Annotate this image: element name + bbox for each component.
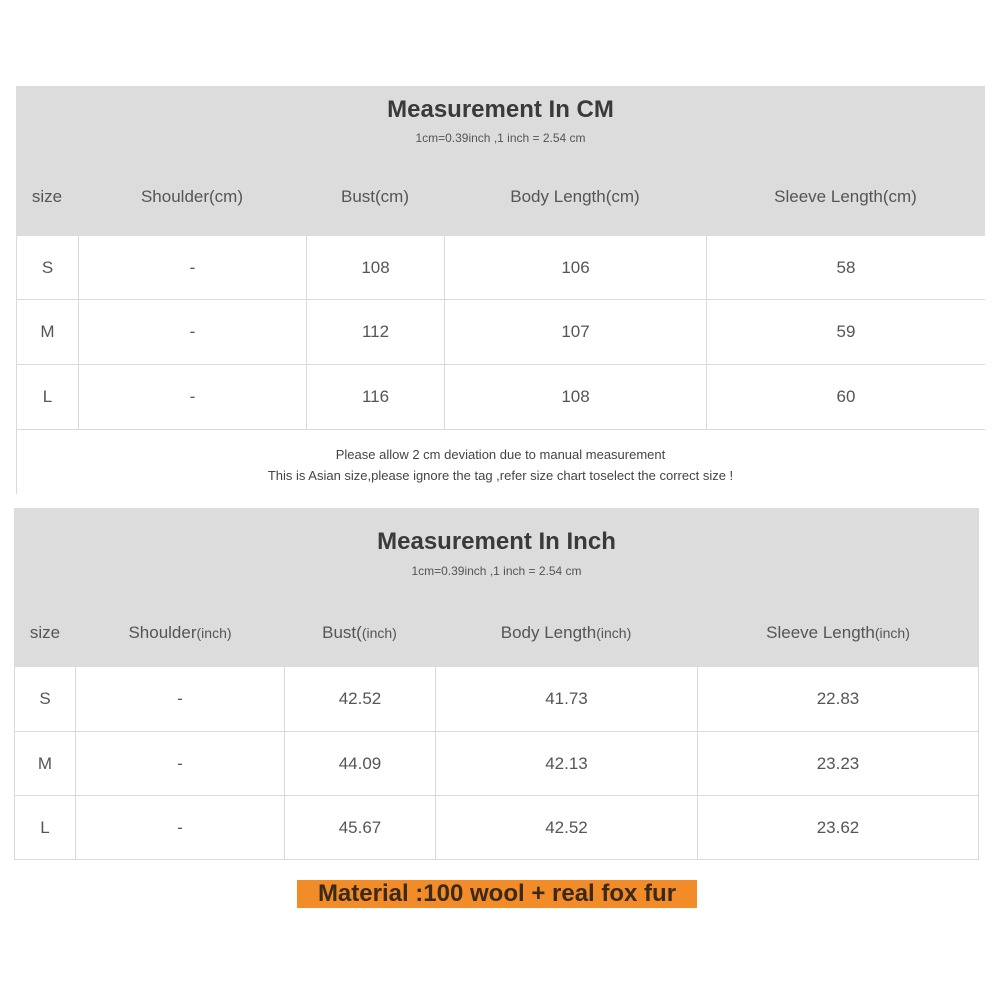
inch-header-shoulder <box>76 618 284 648</box>
inch-header-size-label: size <box>29 623 61 642</box>
table-cell: M <box>16 300 79 365</box>
deviation-note: Please allow 2 cm deviation due to manual measurement <box>335 447 666 462</box>
table-cell: 112 <box>307 300 445 365</box>
cm-table <box>16 86 985 494</box>
table-cell: - <box>76 796 285 860</box>
cm-table-header <box>16 86 985 236</box>
inch-table-subtitle: 1cm=0.39inch ,1 inch = 2.54 cm <box>411 564 582 578</box>
table-cell: 108 <box>307 236 445 300</box>
inch-header-shoulder-label: Shoulder <box>128 623 197 642</box>
asian-size-note: This is Asian size,please ignore the tag ,refer size chart toselect the correct size ! <box>267 468 734 483</box>
table-cell: 59 <box>707 300 985 365</box>
table-cell: L <box>14 796 76 860</box>
table-cell: 23.23 <box>698 732 979 796</box>
table-cell: 108 <box>445 365 707 430</box>
table-cell: - <box>79 300 307 365</box>
inch-header-body-length-unit: (inch) <box>596 625 632 641</box>
cm-header-shoulder: Shoulder(cm) <box>140 187 244 206</box>
table-cell: 116 <box>307 365 445 430</box>
table-cell: 41.73 <box>436 667 698 732</box>
inch-header-bust-unit: (inch) <box>361 625 397 641</box>
table-cell: 42.13 <box>436 732 698 796</box>
note-left-border <box>16 430 17 494</box>
table-cell: 58 <box>707 236 985 300</box>
table-cell: L <box>16 365 79 430</box>
inch-header-body-length <box>435 618 697 648</box>
table-cell: 42.52 <box>285 667 436 732</box>
inch-header-bust-label: Bust( <box>322 623 362 642</box>
cm-header-size: size <box>31 187 63 206</box>
inch-header-body-length-label: Body Length <box>500 623 597 642</box>
inch-header-size <box>14 618 76 648</box>
table-cell: - <box>76 667 285 732</box>
cm-table-subtitle: 1cm=0.39inch ,1 inch = 2.54 cm <box>415 131 586 145</box>
inch-header-sleeve-length <box>697 618 979 648</box>
table-cell: S <box>16 236 79 300</box>
table-cell: 106 <box>445 236 707 300</box>
cm-header-body-length: Body Length(cm) <box>510 187 640 206</box>
inch-header-shoulder-unit: (inch) <box>196 625 232 641</box>
inch-table-header <box>14 508 979 667</box>
inch-table-title: Measurement In Inch <box>377 528 616 555</box>
table-cell: 45.67 <box>285 796 436 860</box>
inch-header-sleeve-length-label: Sleeve Length <box>766 623 875 642</box>
inch-header-bust <box>284 618 435 648</box>
table-cell: - <box>79 365 307 430</box>
table-cell: S <box>14 667 76 732</box>
table-cell: 60 <box>707 365 985 430</box>
cm-header-sleeve-length: Sleeve Length(cm) <box>774 187 917 206</box>
table-cell: 23.62 <box>698 796 979 860</box>
table-cell: - <box>79 236 307 300</box>
material-label: Material :100 wool + real fox fur <box>297 880 697 908</box>
table-cell: 44.09 <box>285 732 436 796</box>
inch-table <box>14 508 979 860</box>
cm-header-bust: Bust(cm) <box>341 187 409 206</box>
cm-table-title: Measurement In CM <box>387 96 614 123</box>
table-cell: 42.52 <box>436 796 698 860</box>
table-cell: - <box>76 732 285 796</box>
inch-header-sleeve-length-unit: (inch) <box>874 625 910 641</box>
table-cell: 107 <box>445 300 707 365</box>
table-cell: M <box>14 732 76 796</box>
table-cell: 22.83 <box>698 667 979 732</box>
